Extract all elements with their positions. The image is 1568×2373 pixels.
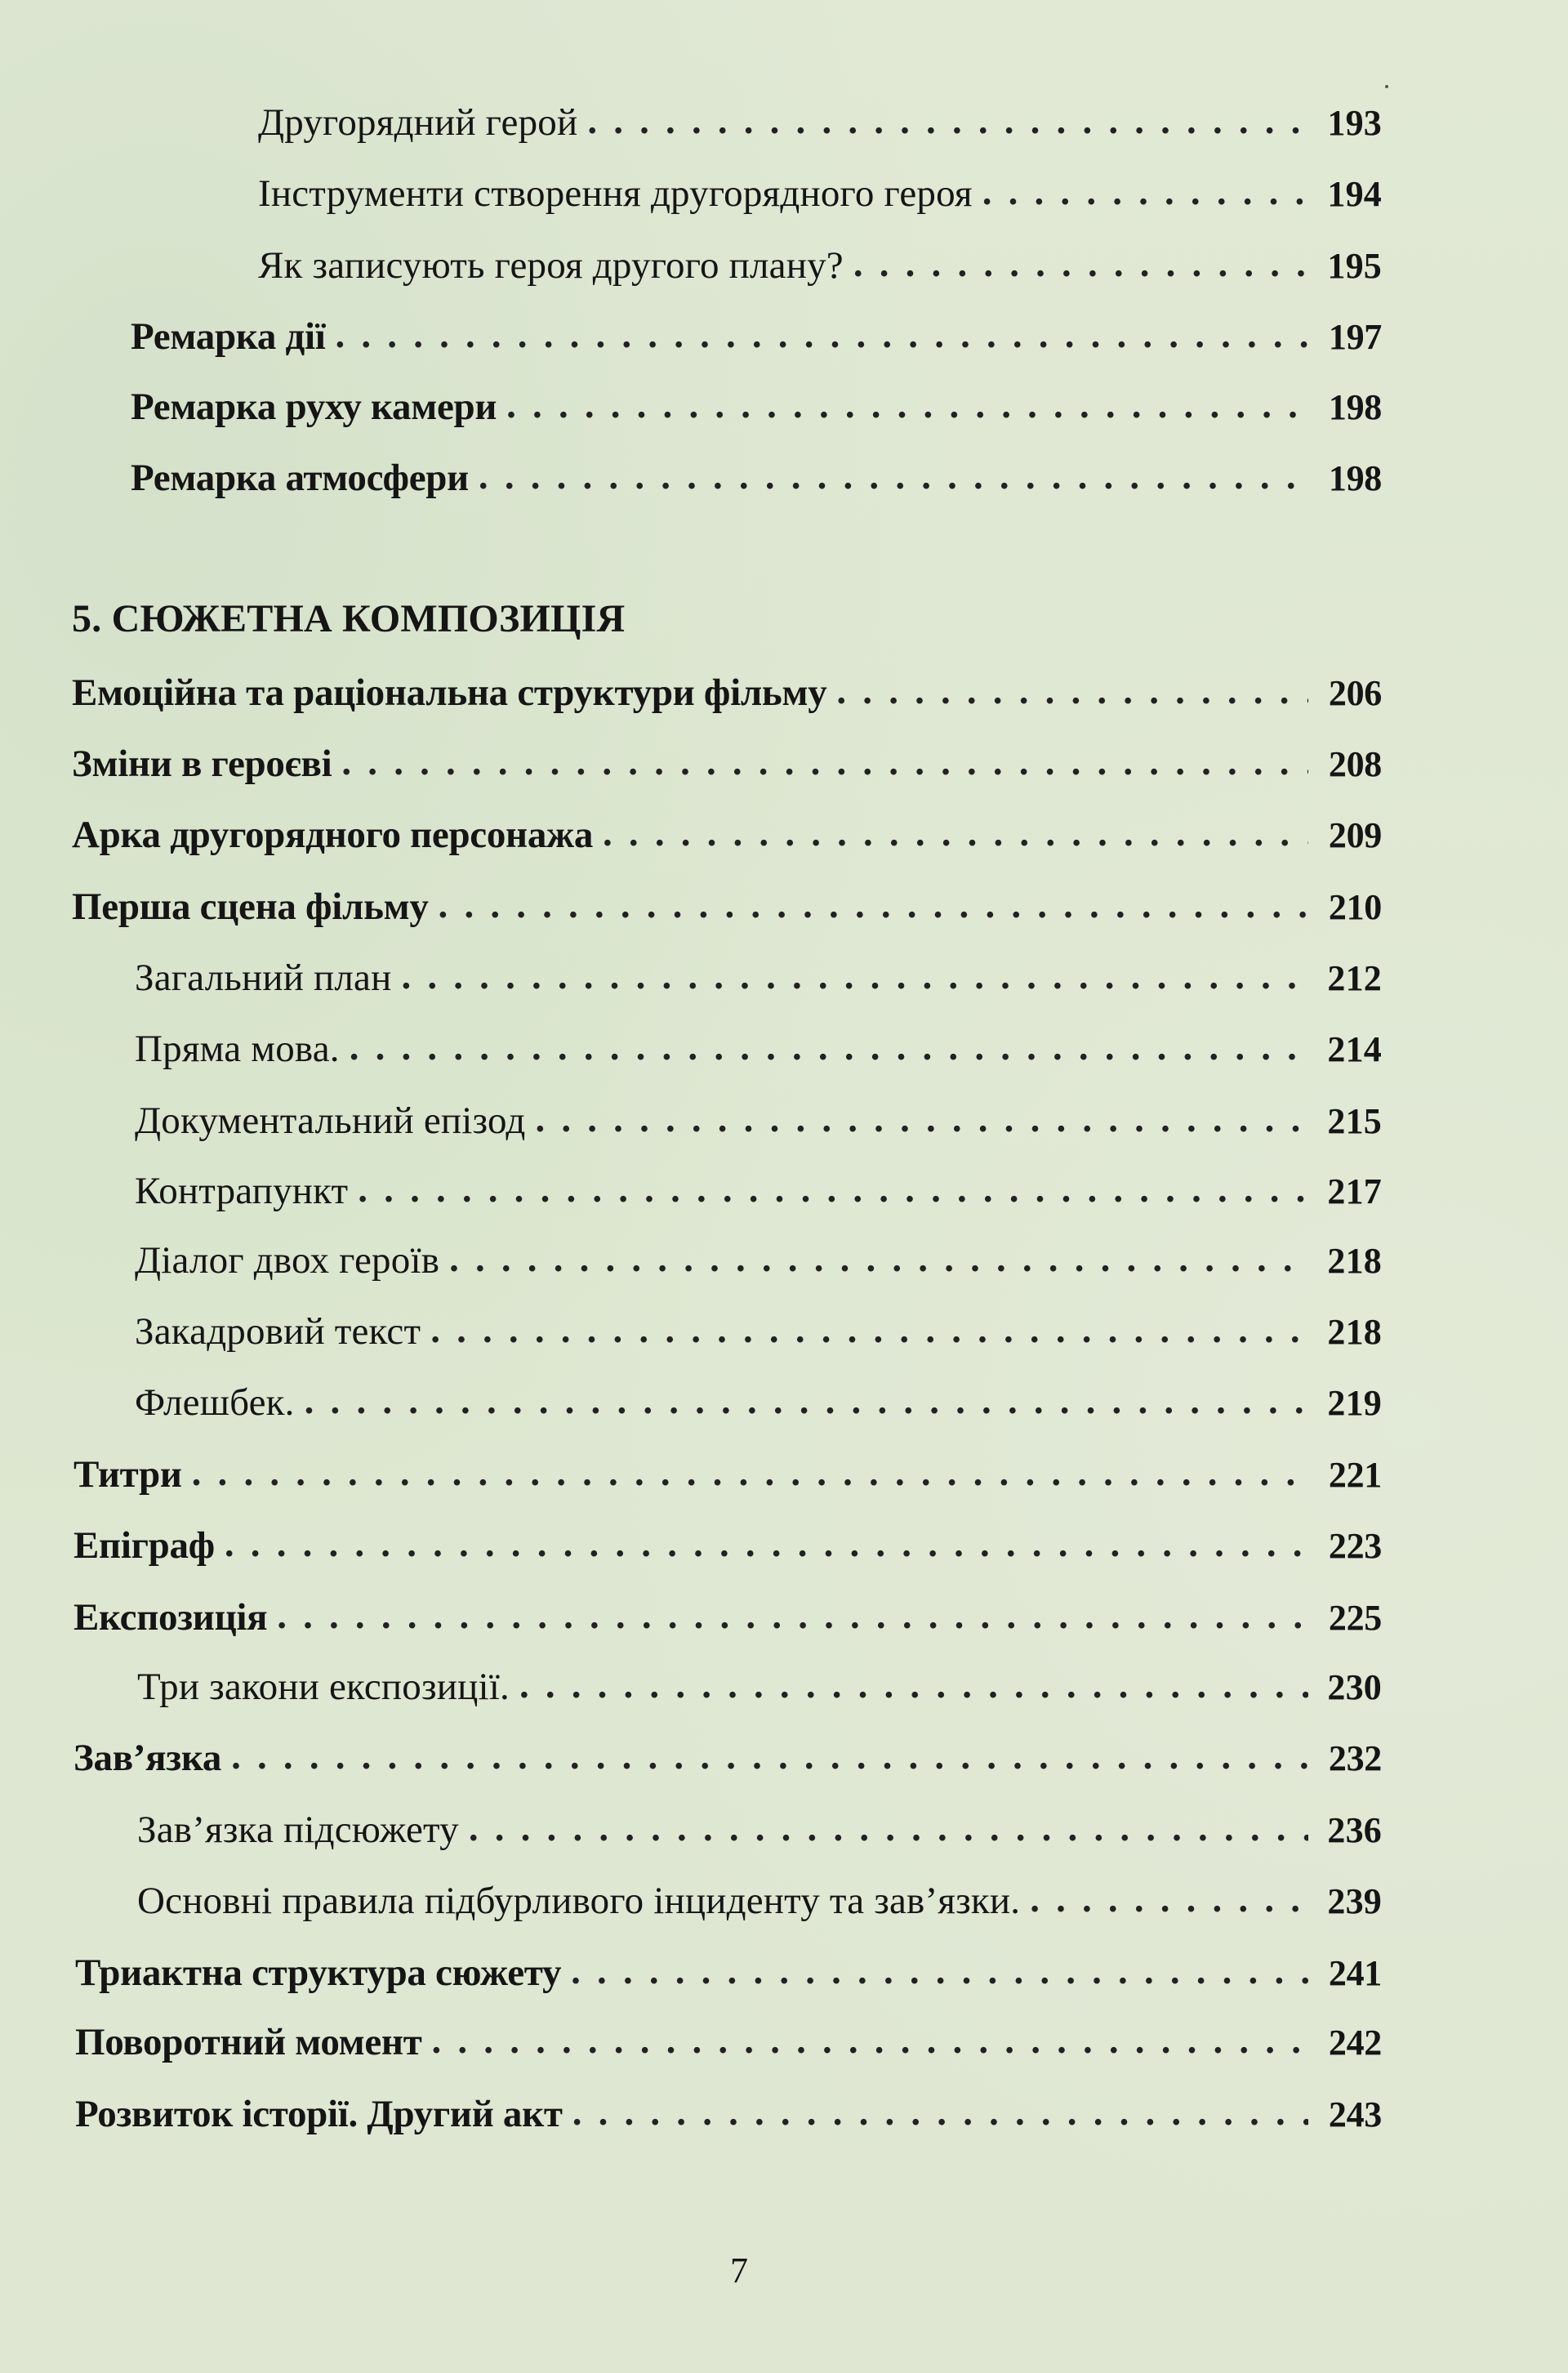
toc-entry-title: Другорядний герой	[258, 101, 578, 144]
toc-entry	[135, 953, 1382, 1002]
toc-entry-page: 218	[1327, 1241, 1382, 1281]
dot-leader	[305, 1376, 1308, 1425]
toc-entry	[258, 241, 1382, 290]
print-speck	[1385, 85, 1388, 88]
toc-entry-title: Арка другорядного персонажа	[72, 814, 594, 856]
dot-leader	[571, 1947, 1308, 1996]
dot-leader	[231, 1732, 1308, 1781]
toc-entry-page: 209	[1328, 815, 1382, 855]
toc-entry	[137, 1662, 1382, 1711]
toc-entry-page: 217	[1327, 1171, 1382, 1211]
toc-entry	[131, 382, 1382, 431]
dot-leader	[836, 667, 1308, 716]
toc-entry-title: Перша сцена фільму	[72, 885, 429, 928]
toc-entry-title: Епіграф	[74, 1524, 215, 1567]
toc-entry	[74, 1450, 1382, 1499]
toc-entry-page: 230	[1327, 1667, 1382, 1707]
dot-leader	[277, 1591, 1308, 1640]
toc-entry-page: 236	[1327, 1810, 1382, 1850]
toc-entry-title: Експозиція	[74, 1596, 268, 1639]
toc-entry-page: 214	[1327, 1029, 1382, 1069]
dot-leader	[587, 96, 1308, 145]
toc-entry	[75, 2018, 1382, 2067]
toc-entry-title: Емоційна та раціональна структури фільму	[72, 671, 827, 714]
toc-entry-title: Ремарка руху камери	[131, 386, 497, 428]
toc-entry	[74, 1521, 1382, 1570]
toc-entry	[74, 1733, 1382, 1782]
toc-entry-page: 198	[1328, 387, 1382, 427]
toc-entry-title: Основні правила підбурливого інциденту та зав’язки.	[137, 1880, 1021, 1922]
toc-entry	[75, 2090, 1382, 2139]
toc-entry	[75, 1948, 1382, 1997]
toc-entry-title: Інструменти створення другорядного героя	[258, 172, 973, 215]
section-heading: 5. СЮЖЕТНА КОМПОЗИЦІЯ	[72, 597, 626, 640]
toc-entry	[137, 1876, 1382, 1925]
dot-leader	[603, 809, 1308, 858]
toc-entry	[72, 882, 1382, 931]
toc-entry	[137, 1805, 1382, 1854]
dot-leader	[430, 1305, 1308, 1354]
toc-entry-title: Зав’язка підсюжету	[137, 1809, 459, 1851]
toc-entry-page: 198	[1328, 458, 1382, 498]
toc-entry-page: 212	[1327, 958, 1382, 998]
toc-entry-page: 218	[1327, 1312, 1382, 1352]
page-number: 7	[730, 2250, 748, 2290]
dot-leader	[535, 1095, 1308, 1144]
toc-entry-title: Як записують героя другого плану?	[258, 244, 844, 287]
toc-entry	[135, 1024, 1382, 1073]
dot-leader	[192, 1448, 1308, 1497]
dot-leader	[1030, 1875, 1308, 1924]
toc-entry	[135, 1236, 1382, 1285]
toc-entry-title: Пряма мова.	[135, 1028, 340, 1070]
dot-leader	[572, 2088, 1308, 2137]
dot-leader	[479, 452, 1308, 501]
toc-entry-page: 210	[1328, 887, 1382, 927]
dot-leader	[506, 381, 1308, 430]
dot-leader	[519, 1661, 1308, 1710]
toc-entry-page: 243	[1328, 2094, 1382, 2134]
toc-entry-page: 242	[1328, 2023, 1382, 2063]
dot-leader	[341, 738, 1308, 787]
dot-leader	[449, 1234, 1308, 1283]
toc-entry	[135, 1307, 1382, 1356]
toc-entry-title: Закадровий текст	[135, 1310, 421, 1353]
toc-entry-title: Триактна структура сюжету	[75, 1951, 562, 1994]
dot-leader	[358, 1165, 1308, 1214]
toc-entry-title: Флешбек.	[135, 1381, 295, 1424]
toc-entry-page: 206	[1328, 673, 1382, 713]
toc-entry-title: Зміни в героєві	[72, 743, 332, 785]
toc-entry-title: Контрапункт	[135, 1170, 349, 1212]
dot-leader	[469, 1804, 1308, 1853]
toc-entry-title: Розвиток історії. Другий акт	[75, 2093, 563, 2135]
toc-entry-page: 239	[1327, 1881, 1382, 1921]
toc-entry	[72, 810, 1382, 859]
toc-entry	[135, 1096, 1382, 1145]
toc-entry	[131, 453, 1382, 502]
toc-entry-page: 219	[1327, 1383, 1382, 1423]
dot-leader	[982, 167, 1308, 216]
toc-entry	[135, 1378, 1382, 1427]
toc-entry-title: Загальний план	[135, 957, 392, 999]
toc-entry-title: Ремарка дії	[131, 315, 326, 358]
toc-entry	[131, 312, 1382, 361]
toc-entry-page: 208	[1328, 744, 1382, 784]
dot-leader	[853, 239, 1308, 288]
dot-leader	[432, 2016, 1309, 2065]
toc-entry-title: Ремарка атмосфери	[131, 457, 469, 499]
toc-entry-page: 232	[1328, 1738, 1382, 1778]
toc-entry-title: Документальний епізод	[135, 1100, 526, 1142]
toc-entry-page: 197	[1328, 317, 1382, 357]
dot-leader	[350, 1023, 1308, 1072]
toc-entry-page: 241	[1328, 1953, 1382, 1993]
toc-entry-title: Три закони експозиції.	[137, 1666, 510, 1708]
toc-entry-page: 195	[1327, 246, 1382, 286]
toc-entry-page: 225	[1328, 1598, 1382, 1638]
toc-entry-title: Поворотний момент	[75, 2021, 422, 2063]
dot-leader	[401, 952, 1308, 1001]
toc-entry-page: 193	[1327, 103, 1382, 143]
toc-entry	[258, 98, 1382, 147]
toc-entry	[72, 739, 1382, 788]
dot-leader	[225, 1519, 1308, 1568]
toc-entry-page: 215	[1327, 1101, 1382, 1141]
toc-entry-page: 221	[1328, 1455, 1382, 1495]
toc-entry	[258, 169, 1382, 218]
toc-entry	[74, 1593, 1382, 1642]
dot-leader	[336, 310, 1309, 359]
toc-entry	[72, 668, 1382, 717]
toc-entry	[135, 1166, 1382, 1215]
dot-leader	[439, 881, 1308, 930]
toc-entry-title: Зав’язка	[74, 1737, 222, 1779]
toc-entry-page: 223	[1328, 1526, 1382, 1566]
toc-entry-title: Діалог двох героїв	[135, 1239, 440, 1282]
toc-entry-page: 194	[1327, 174, 1382, 214]
toc-entry-title: Титри	[74, 1453, 182, 1496]
